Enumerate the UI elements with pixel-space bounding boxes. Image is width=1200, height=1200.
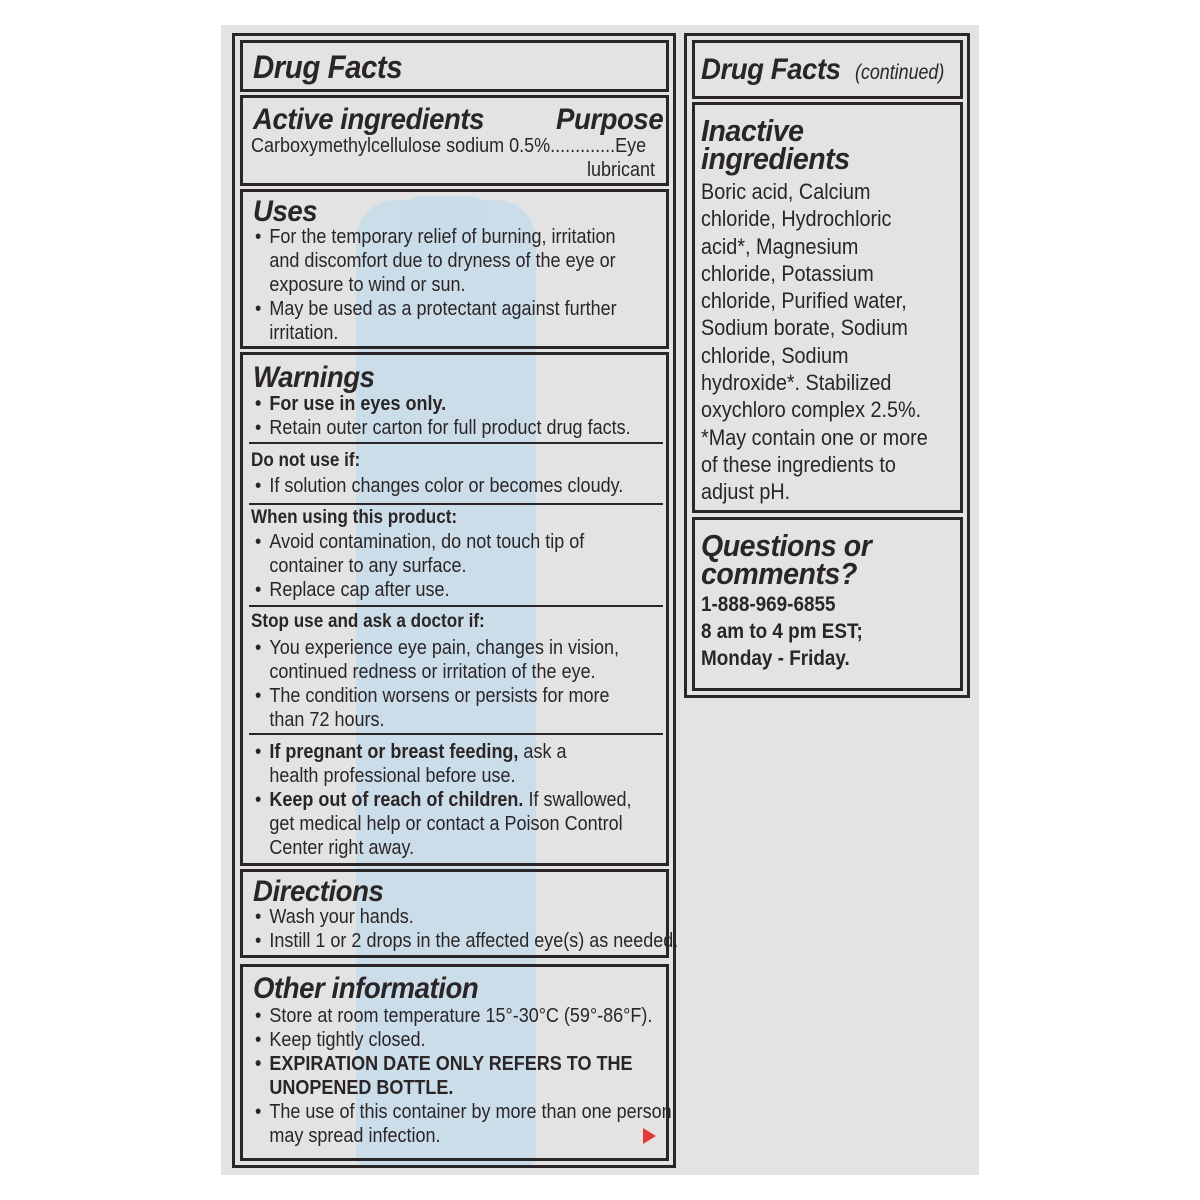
text-line: hydroxide*. Stabilized: [701, 370, 892, 396]
text-line: Boric acid, Calcium: [701, 179, 871, 204]
list-item: may spread infection.: [269, 1125, 441, 1147]
list-item: health professional before use.: [269, 765, 516, 787]
list-item: continued redness or irritation of the eye.: [269, 661, 596, 683]
warnings-additional: [255, 740, 631, 860]
warnings-section: [240, 352, 669, 866]
uses-heading: Uses: [253, 195, 318, 228]
hours: 8 am to 4 pm EST;: [701, 620, 863, 643]
list-item: • The condition worsens or persists for more: [255, 684, 619, 708]
text-line: chloride, Purified water,: [701, 288, 907, 314]
active-ingredients-section: [240, 95, 669, 186]
other-information-heading: Other information: [253, 972, 479, 1005]
list-item: • Keep out of reach of children. If swallowed,: [255, 788, 631, 812]
warnings-general: [255, 392, 631, 440]
divider: [249, 733, 663, 735]
inactive-ingredients-list: [701, 178, 928, 506]
purpose-heading: Purpose: [556, 103, 664, 136]
list-item: • EXPIRATION DATE ONLY REFERS TO THE: [255, 1052, 672, 1076]
list-item: • You experience eye pain, changes in vision,: [255, 636, 619, 660]
continued-arrow-icon: [643, 1128, 656, 1144]
list-item: container to any surface.: [269, 555, 467, 577]
list-item: than 72 hours.: [269, 709, 385, 731]
list-item: UNOPENED BOTTLE.: [269, 1077, 454, 1099]
when-using-heading: When using this product:: [251, 507, 458, 528]
list-item: • The use of this container by more than one person: [255, 1100, 672, 1124]
divider: [249, 503, 663, 505]
text-line: of these ingredients to: [701, 451, 896, 477]
directions-heading: Directions: [253, 875, 384, 908]
list-item: • Instill 1 or 2 drops in the affected eye(s) as needed.: [255, 929, 678, 953]
list-item: irritation.: [269, 322, 339, 344]
directions-list: [255, 905, 678, 953]
drug-facts-continued-title-box: [692, 40, 963, 99]
list-item: • Keep tightly closed.: [255, 1028, 672, 1052]
other-information-list: [255, 1004, 672, 1148]
list-item: • For the temporary relief of burning, irritation: [255, 225, 617, 249]
inactive-ingredients-section: [692, 102, 963, 513]
do-not-use-heading: Do not use if:: [251, 450, 361, 471]
divider: [249, 442, 663, 444]
text-line: Sodium borate, Sodium: [701, 315, 908, 341]
list-item: • Retain outer carton for full product drug facts.: [255, 416, 631, 440]
do-not-use-list: [255, 474, 623, 498]
other-information-section: [240, 964, 672, 1161]
purpose-line: lubricant: [587, 159, 656, 181]
divider: [249, 605, 663, 607]
list-item: • May be used as a protectant against further: [255, 297, 617, 321]
inactive-ingredients-heading: Inactive ingredients: [701, 113, 850, 176]
days: Monday - Friday.: [701, 647, 850, 670]
list-item: • If pregnant or breast feeding, ask a: [255, 740, 631, 764]
phone-number: 1-888-969-6855: [701, 593, 836, 616]
uses-list: [255, 225, 617, 345]
contact-info: [701, 591, 863, 672]
text-line: oxychloro complex 2.5%.: [701, 397, 922, 423]
stop-use-heading: Stop use and ask a doctor if:: [251, 611, 485, 632]
uses-section: [240, 189, 669, 349]
list-item: • Avoid contamination, do not touch tip of: [255, 530, 584, 554]
text-line: *May contain one or more: [701, 424, 928, 450]
list-item: • If solution changes color or becomes cloudy.: [255, 474, 623, 498]
list-item: get medical help or contact a Poison Control: [269, 813, 623, 835]
drug-facts-continued-title: Drug Facts (continued): [701, 53, 945, 86]
text-line: acid*, Magnesium: [701, 233, 859, 259]
text-line: adjust pH.: [701, 479, 791, 505]
text-line: chloride, Sodium: [701, 342, 849, 368]
when-using-list: [255, 530, 584, 602]
stop-use-list: [255, 636, 619, 732]
questions-heading: Questions or comments?: [701, 528, 872, 591]
directions-section: [240, 869, 679, 958]
list-item: • Wash your hands.: [255, 905, 678, 929]
active-ingredients-heading: Active ingredients: [253, 103, 484, 136]
list-item: Center right away.: [269, 837, 415, 859]
list-item: and discomfort due to dryness of the eye or: [269, 250, 616, 272]
drug-facts-title: Drug Facts: [253, 49, 403, 85]
list-item: exposure to wind or sun.: [269, 274, 466, 296]
list-item: • Store at room temperature 15°-30°C (59°-86°F).: [255, 1004, 672, 1028]
text-line: chloride, Hydrochloric: [701, 206, 892, 232]
list-item: • Replace cap after use.: [255, 578, 584, 602]
warnings-heading: Warnings: [253, 361, 375, 394]
questions-section: [692, 517, 963, 691]
active-ingredient-line: Carboxymethylcellulose sodium 0.5%.............Eye: [251, 135, 647, 157]
text-line: chloride, Potassium: [701, 260, 874, 286]
list-item: • For use in eyes only.: [255, 392, 631, 416]
drug-facts-title-box: [240, 40, 669, 92]
